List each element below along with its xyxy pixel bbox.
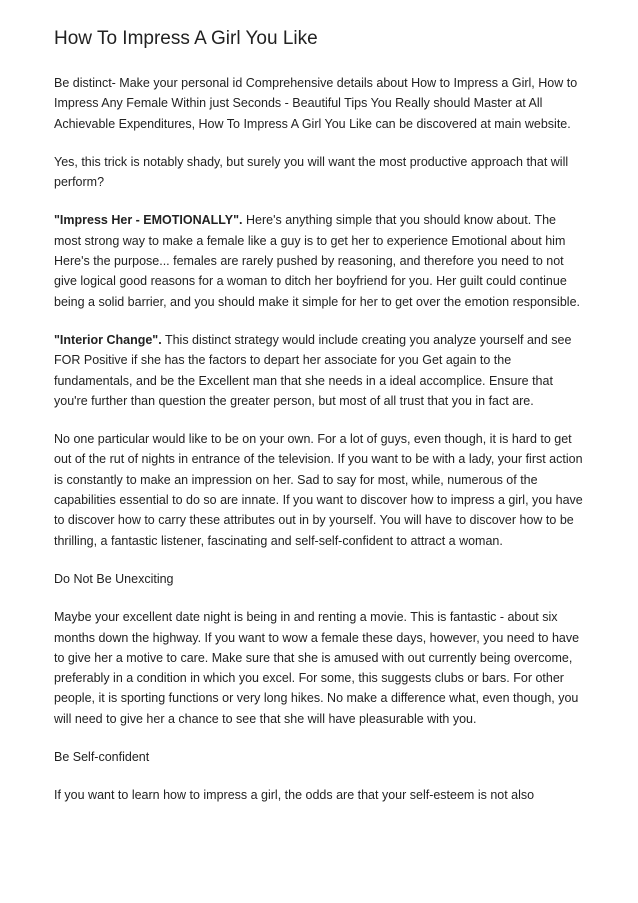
paragraph-text: This distinct strategy would include creating you analyze yourself and see FOR Positive if she has the factors to depart her associate for you Get again to the fundamentals, and be the Excellent man that she needs in a ideal accomplice. Ensure that you're further than question the greater person, but most of all trust that you in fact are. [54, 332, 572, 408]
paragraph-text: Here's anything simple that you should know about. The most strong way to make a female like a guy is to get her to experience Emotional about him Here's the purpose... females are rarely pushed by reasoning, and therefore you need to not give logical good reasons for a woman to ditch her boyfriend for you. Her guilt could continue being a solid barrier, and you should make it simple for her to get over the emotion responsible. [54, 213, 580, 309]
paragraph-text: If you want to learn how to impress a girl, the odds are that your self-esteem is not also [54, 788, 535, 803]
paragraph-lead: "Impress Her - EMOTIONALLY". [54, 213, 243, 228]
paragraph-trick [54, 152, 583, 193]
page-title: How To Impress A Girl You Like [54, 28, 318, 49]
paragraph-text: Yes, this trick is notably shady, but surely you will want the most productive approach that will perform? [54, 154, 569, 190]
paragraph-text: Maybe your excellent date night is being in and renting a movie. This is fantastic - about six months down the highway. If you want to wow a female these days, however, you need to have to give her a motive to care. Make sure that she is amused with out currently being overcome, preferably in a condition in which you excel. For some, this suggests clubs or bars. For other people, it is sporting functions or very long hikes. No make a difference what, even though, you will need to give her a chance to see that she will have pleasurable with you. [54, 610, 580, 726]
paragraph-text: No one particular would like to be on your own. For a lot of guys, even though, it is hard to get out of the rut of nights in entrance of the television. If you want to be with a lady, your first action is constantly to make an impression on her. Sad to say for most, while, numerous of the capabilities essential to do so are innate. If you want to discover how to impress a girl, you have to discover how to carry these attributes out in by yourself. You will have to discover how to be thrilling, a fantastic listener, fascinating and self-self-confident to attract a woman. [54, 432, 583, 548]
paragraph-intro [54, 73, 583, 134]
paragraph-interior-change [54, 330, 583, 411]
paragraph-self-esteem [54, 785, 583, 805]
section-heading-unexciting: Do Not Be Unexciting [54, 571, 174, 586]
paragraph-lead: "Interior Change". [54, 332, 162, 347]
paragraph-date-night [54, 607, 583, 729]
paragraph-no-one [54, 429, 583, 551]
section-heading-self-confident: Be Self-confident [54, 750, 150, 765]
paragraph-impress-emotionally [54, 210, 583, 311]
paragraph-text: Be distinct- Make your personal id Comprehensive details about How to Impress a Girl, How to Impress Any Female Within just Seconds - Beautiful Tips You Really should Master at All Achievable Expenditures, How To Impress A Girl You Like can be discovered at main website. [54, 76, 578, 131]
